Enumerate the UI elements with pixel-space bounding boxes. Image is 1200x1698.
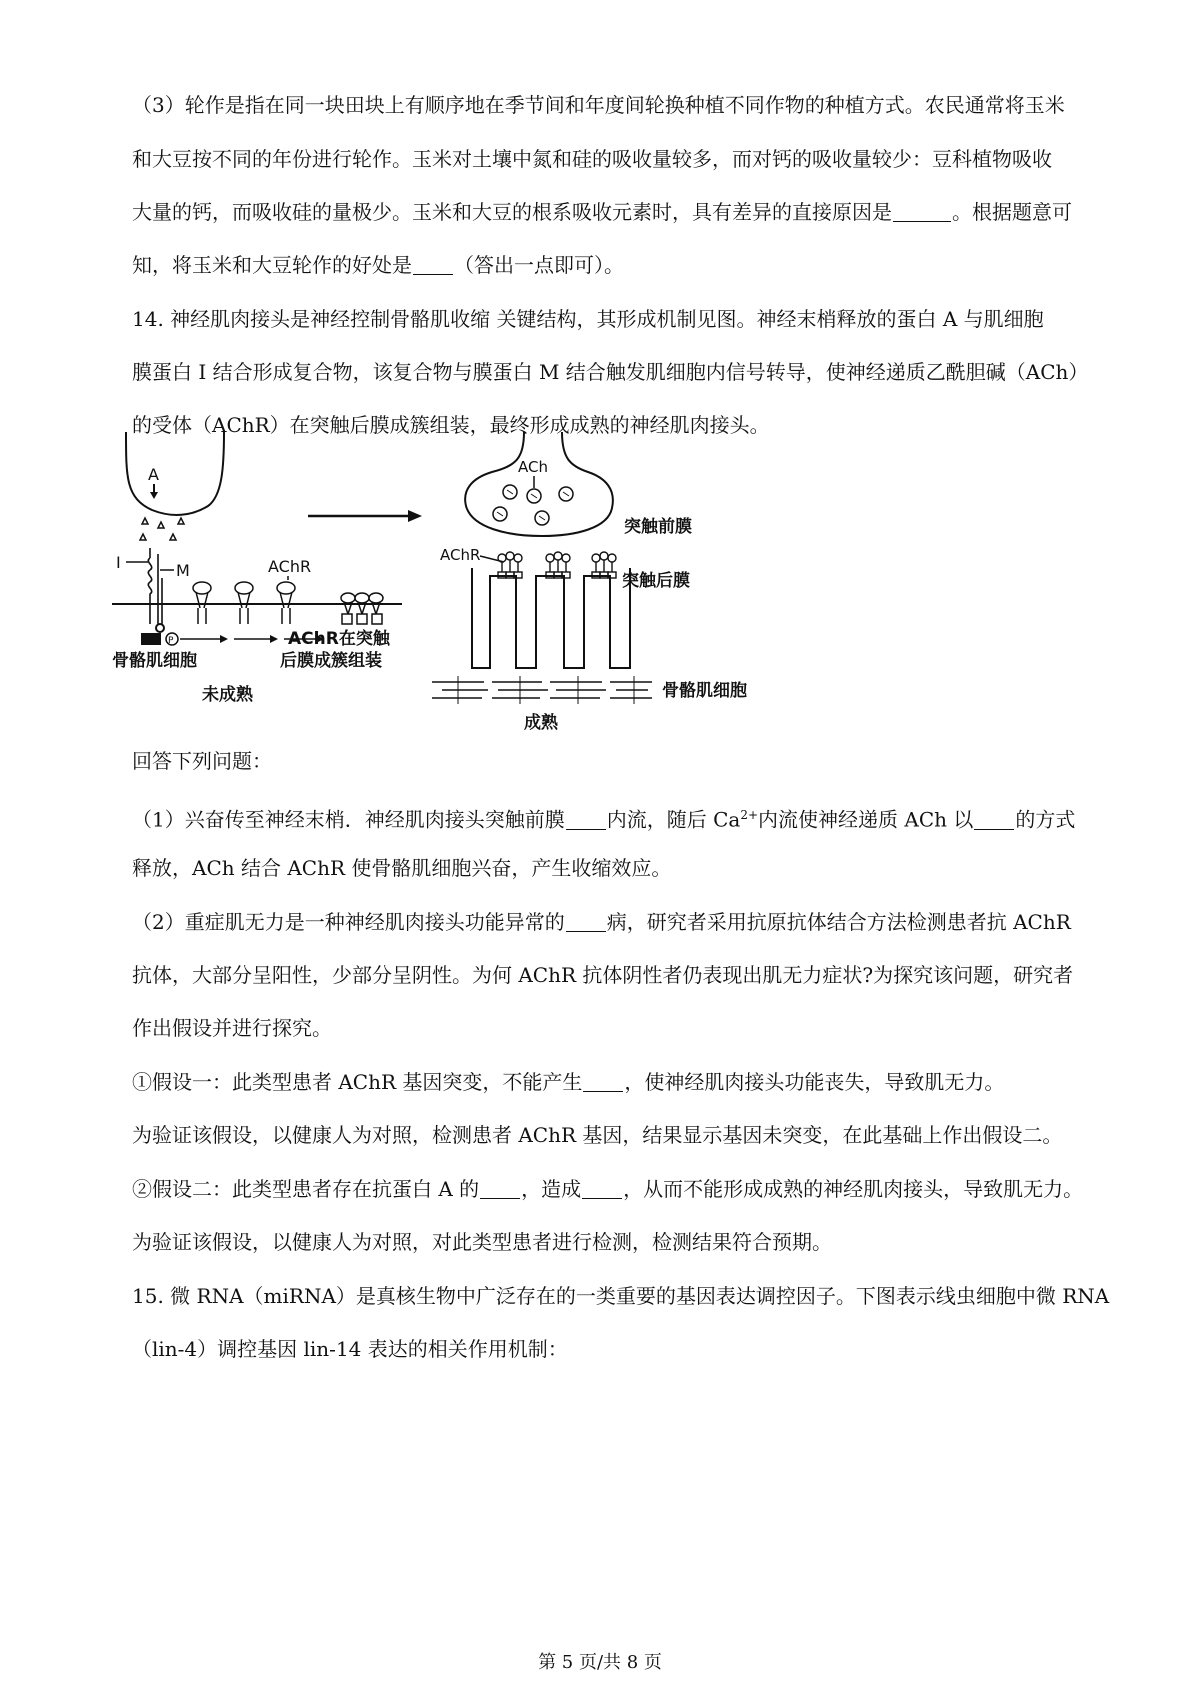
answer-blank[interactable] — [893, 201, 951, 222]
label-AChR-left: AChR — [268, 557, 312, 576]
achr-cluster — [546, 552, 570, 578]
q14-1-text: （1）兴奋传至神经末梢．神经肌肉接头突触前膜 — [132, 807, 565, 832]
arrow-A-head — [150, 492, 158, 499]
achr-clusters-right — [498, 552, 616, 578]
q13-3-line-4 — [132, 250, 1092, 280]
signal-kinase — [142, 634, 160, 644]
q13-3-text: 知，将玉米和大豆轮作的好处是 — [132, 253, 412, 277]
q14-line-2: 膜蛋白 I 结合形成复合物，该复合物与膜蛋白 M 结合触发肌细胞内信号转导，使神经递质乙酰胆碱（ACh） — [132, 360, 1089, 384]
superscript-2plus: 2+ — [740, 808, 759, 822]
q14-2-text: 病，研究者采用抗原抗体结合方法检测患者抗 AChR — [606, 910, 1071, 934]
q14-1-text: 内流，随后 Ca — [606, 807, 741, 832]
q14-1-text: 的方式 — [1015, 807, 1076, 832]
signal-arrow-1-head — [220, 635, 228, 643]
protein-A-particles — [140, 518, 184, 540]
answer-intro: 回答下列问题： — [132, 749, 272, 773]
ach-vesicles — [493, 485, 573, 525]
q13-3-text: 。根据题意可 — [952, 200, 1072, 224]
hypothesis-2 — [132, 1174, 1092, 1204]
q14-1-line-2: 释放，ACh 结合 AChR 使骨骼肌细胞兴奋，产生收缩效应。 — [132, 856, 672, 880]
phospho-P-label: P — [168, 636, 174, 646]
transition-arrow-head — [408, 510, 422, 522]
q14-1-line-1 — [132, 800, 1092, 835]
neuromuscular-junction-figure — [112, 428, 802, 736]
label-mature: 成熟 — [524, 713, 558, 733]
answer-blank[interactable] — [974, 809, 1014, 830]
q13-3-line-3 — [132, 197, 1092, 227]
presynaptic-terminal — [465, 432, 613, 536]
myofibrils — [432, 676, 652, 704]
hyp1-text: ，使神经肌肉接头功能丧失，导致肌无力。 — [624, 1070, 1005, 1094]
postsynaptic-membrane — [472, 568, 630, 668]
answer-blank[interactable] — [566, 809, 606, 830]
q14-line-1: 14. 神经肌肉接头是神经控制骨骼肌收缩 关键结构，其形成机制见图。神经末梢释放的蛋白 A 与肌细胞 — [132, 307, 1044, 331]
hypothesis-1 — [132, 1067, 1092, 1097]
answer-blank[interactable] — [413, 254, 453, 275]
label-AChR-right: AChR — [440, 546, 481, 564]
q14-2-line-3: 作出假设并进行探究。 — [132, 1016, 332, 1040]
achr-cluster — [498, 552, 522, 578]
answer-blank[interactable] — [582, 1178, 622, 1199]
signal-arrow-2-head — [270, 635, 278, 643]
label-postsynaptic: 突触后膜 — [622, 571, 690, 591]
q13-3-line-1: （3）轮作是指在同一块田块上有顺序地在季节间和年度间轮换种植不同作物的种植方式。农民通常将玉米 — [132, 93, 1065, 117]
q14-1-text: 内流使神经递质 ACh 以 — [758, 807, 974, 832]
label-ACh: ACh — [518, 458, 548, 476]
label-A: A — [148, 465, 159, 484]
q14-2-line-2: 抗体，大部分呈阳性，少部分呈阴性。为何 AChR 抗体阴性者仍表现出肌无力症状?为探究该问题，研究者 — [132, 963, 1074, 987]
page-footer: 第 5 页/共 8 页 — [538, 1652, 662, 1673]
q15-line-2: （lin-4）调控基因 lin-14 表达的相关作用机制： — [132, 1337, 568, 1361]
label-muscle-right: 骨骼肌细胞 — [662, 681, 747, 701]
q14-line-3: 的受体（AChR）在突触后膜成簇组装，最终形成成熟的神经肌肉接头。 — [132, 413, 770, 437]
q13-3-text: （答出一点即可）。 — [454, 253, 624, 277]
q14-2-text: （2）重症肌无力是一种神经肌肉接头功能异常的 — [132, 910, 565, 934]
receptor-I-M — [148, 548, 162, 624]
hyp2-text: ，造成 — [521, 1177, 582, 1201]
achr-cluster-left — [341, 593, 383, 624]
nerve-terminal-left — [126, 432, 224, 515]
hyp2-text: ②假设二：此类型患者存在抗蛋白 A 的 — [132, 1177, 480, 1201]
q13-3-text: 大量的钙，而吸收硅的量极少。玉米和大豆的根系吸收元素时，具有差异的直接原因是 — [132, 200, 892, 224]
hyp1-text: ①假设一：此类型患者 AChR 基因突变，不能产生 — [132, 1070, 583, 1094]
label-cluster-line1: AChR在突触 — [288, 629, 390, 649]
answer-blank[interactable] — [480, 1178, 520, 1199]
signal-node — [156, 624, 164, 632]
label-presynaptic: 突触前膜 — [624, 517, 692, 537]
verification-1: 为验证该假设，以健康人为对照，检测患者 AChR 基因，结果显示基因未突变，在此基础上作出假设二。 — [132, 1123, 1063, 1147]
q15-line-1: 15. 微 RNA（miRNA）是真核生物中广泛存在的一类重要的基因表达调控因子。下图表示线虫细胞中微 RNA — [132, 1284, 1110, 1308]
q14-2-line-1 — [132, 907, 1092, 937]
label-immature: 未成熟 — [202, 685, 253, 705]
label-muscle-left: 骨骼肌细胞 — [112, 651, 197, 671]
label-M: M — [176, 561, 190, 580]
answer-blank[interactable] — [566, 911, 606, 932]
answer-blank[interactable] — [583, 1071, 623, 1092]
achr-cluster — [592, 552, 616, 578]
hyp2-text: ，从而不能形成成熟的神经肌肉接头，导致肌无力。 — [623, 1177, 1084, 1201]
label-I: I — [116, 553, 121, 572]
q13-3-line-2: 和大豆按不同的年份进行轮作。玉米对土壤中氮和硅的吸收量较多，而对钙的吸收量较少：豆科植物吸收 — [132, 147, 1052, 171]
verification-2: 为验证该假设，以健康人为对照，对此类型患者进行检测，检测结果符合预期。 — [132, 1230, 832, 1254]
label-cluster-line2: 后膜成簇组装 — [280, 651, 382, 671]
